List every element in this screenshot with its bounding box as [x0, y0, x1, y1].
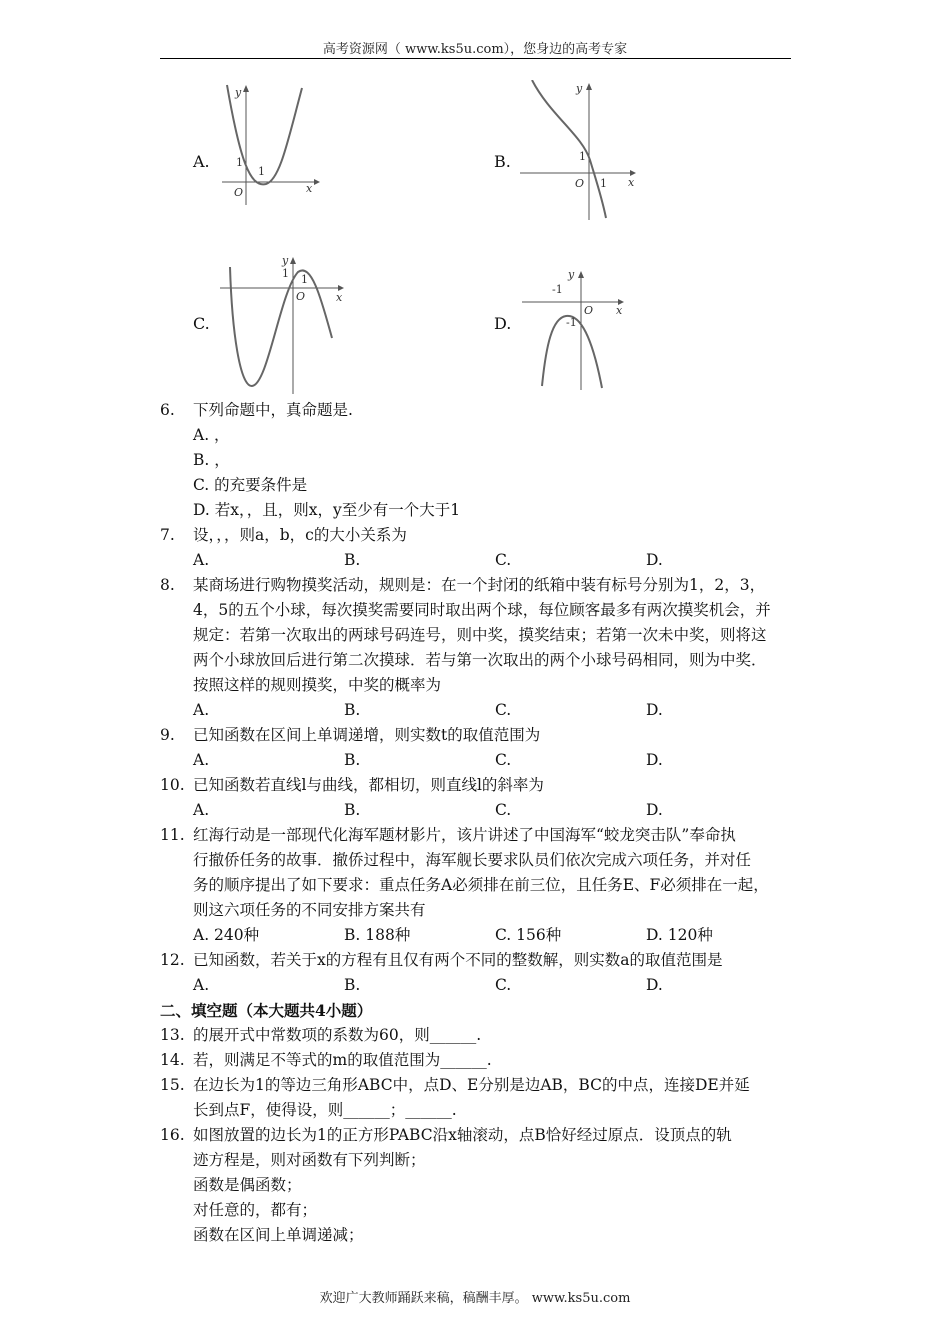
graph-c-curve — [230, 267, 332, 386]
q6-option-b: B. ， — [193, 451, 230, 469]
graph-a-x-label: x — [306, 182, 313, 195]
question-stem: 已知函数若直线l与曲线，都相切，则直线l的斜率为 — [193, 776, 544, 794]
question-stem: 若，则满足不等式的m的取值范围为______. — [193, 1051, 492, 1069]
q6-option-a: A. ， — [193, 426, 230, 444]
q9-option-b: B. — [344, 751, 361, 769]
q12-option-c: C. — [495, 976, 512, 994]
question-stem-line: 某商场进行购物摸奖活动，规则是：在一个封闭的纸箱中装有标号分别为1，2，3， — [193, 576, 766, 594]
graph-c-y-label: y — [282, 254, 289, 267]
q11-option-d: D. 120种 — [646, 926, 713, 944]
graph-d-tick-y: -1 — [566, 316, 577, 329]
section-heading-fill-in: 二、填空题（本大题共4小题） — [160, 1001, 373, 1020]
graph-c-y-arrow — [290, 257, 296, 264]
question-stem-line: 对任意的，都有； — [193, 1201, 318, 1219]
graph-c-label: C. — [193, 314, 210, 333]
q11-option-a: A. 240种 — [193, 926, 260, 944]
q10-option-d: D. — [646, 801, 663, 819]
question-number: 13. — [160, 1026, 185, 1044]
q9-option-c: C. — [495, 751, 512, 769]
question-number: 11. — [160, 826, 185, 844]
question-number: 10. — [160, 776, 185, 794]
q12-option-a: A. — [193, 976, 210, 994]
graph-d-x-label: x — [616, 304, 623, 317]
question-stem-line: 按照这样的规则摸奖，中奖的概率为 — [193, 676, 442, 694]
graph-a — [222, 80, 322, 205]
question-stem: 下列命题中，真命题是. — [193, 401, 353, 419]
graph-a-y-arrow — [243, 85, 249, 92]
graph-d-tick-x: -1 — [552, 283, 563, 296]
graph-d-y-arrow — [578, 271, 584, 278]
question-stem: 的展开式中常数项的系数为60，则______. — [193, 1026, 482, 1044]
page-header: 高考资源网（ www.ks5u.com），您身边的高考专家 — [322, 42, 628, 57]
q10-option-b: B. — [344, 801, 361, 819]
graph-d-plot — [522, 266, 632, 390]
q7-option-d: D. — [646, 551, 663, 569]
question-stem-line: 函数是偶函数； — [193, 1176, 302, 1194]
graph-c-tick-x: 1 — [301, 273, 308, 286]
graph-a-origin: O — [234, 186, 244, 199]
q8-option-c: C. — [495, 701, 512, 719]
graph-b-tick-y: 1 — [579, 150, 586, 163]
q12-option-b: B. — [344, 976, 361, 994]
graph-d-y-label: y — [568, 268, 575, 281]
q8-option-a: A. — [193, 701, 210, 719]
q6-option-c: C. 的充要条件是 — [193, 476, 308, 494]
graph-b-y-label: y — [576, 82, 583, 95]
graph-c — [220, 252, 350, 394]
question-number: 12. — [160, 951, 185, 969]
question-stem-line: 4，5的五个小球，每次摸奖需要同时取出两个球，每位顾客最多有两次摸奖机会，并 — [193, 601, 771, 619]
q7-option-c: C. — [495, 551, 512, 569]
question-stem-line: 两个小球放回后进行第二次摸球．若与第一次取出的两个小球号码相同，则为中奖． — [193, 651, 767, 669]
question-stem: 已知函数，若关于x的方程有且仅有两个不同的整数解，则实数a的取值范围是 — [193, 951, 723, 969]
question-stem-line: 长到点F，使得设，则______；______. — [193, 1101, 457, 1119]
question-number: 7. — [160, 526, 175, 544]
question-stem-line: 红海行动是一部现代化海军题材影片，该片讲述了中国海军“蛟龙突击队”奉命执 — [193, 826, 736, 844]
question-number: 16. — [160, 1126, 185, 1144]
graph-b-y-arrow — [586, 83, 592, 90]
graph-c-tick-y: 1 — [282, 267, 289, 280]
question-stem: 设，，，则a，b，c的大小关系为 — [193, 526, 407, 544]
q12-option-d: D. — [646, 976, 663, 994]
graph-a-x-arrow — [314, 179, 320, 185]
q9-option-d: D. — [646, 751, 663, 769]
q8-option-b: B. — [344, 701, 361, 719]
question-number: 15. — [160, 1076, 185, 1094]
q9-option-a: A. — [193, 751, 210, 769]
question-stem-line: 行撤侨任务的故事．撤侨过程中，海军舰长要求队员们依次完成六项任务，并对任 — [193, 851, 752, 869]
graph-b-plot — [520, 80, 640, 220]
graph-b-label: B. — [494, 152, 511, 171]
graph-d-label: D. — [494, 314, 512, 333]
question-number: 9. — [160, 726, 175, 744]
question-stem-line: 则这六项任务的不同安排方案共有 — [193, 901, 426, 919]
question-number: 6. — [160, 401, 175, 419]
q7-option-b: B. — [344, 551, 361, 569]
q10-option-c: C. — [495, 801, 512, 819]
question-stem-line: 在边长为1的等边三角形ABC中，点D、E分别是边AB，BC的中点，连接DE并延 — [193, 1076, 750, 1094]
graph-d — [522, 266, 632, 390]
graph-b-tick-x: 1 — [600, 177, 607, 190]
page-footer: 欢迎广大教师踊跃来稿，稿酬丰厚。 www.ks5u.com — [319, 1291, 631, 1306]
graph-a-y-label: y — [235, 86, 242, 99]
question-stem-line: 迹方程是，则对函数有下列判断； — [193, 1151, 426, 1169]
graph-b — [520, 80, 640, 220]
q6-option-d: D. 若x，，且，则x，y至少有一个大于1 — [193, 501, 461, 519]
graph-c-plot — [220, 252, 350, 394]
q11-option-c: C. 156种 — [495, 926, 562, 944]
question-stem: 已知函数在区间上单调递增，则实数t的取值范围为 — [193, 726, 541, 744]
question-stem-line: 函数在区间上单调递减； — [193, 1226, 364, 1244]
q8-option-d: D. — [646, 701, 663, 719]
q11-option-b: B. 188种 — [344, 926, 411, 944]
graph-a-tick-x: 1 — [258, 165, 265, 178]
question-stem-line: 规定：若第一次取出的两球号码连号，则中奖，摸奖结束；若第一次未中奖，则将这 — [193, 626, 767, 644]
q7-option-a: A. — [193, 551, 210, 569]
graph-c-x-label: x — [336, 291, 343, 304]
q10-option-a: A. — [193, 801, 210, 819]
graph-a-label: A. — [193, 152, 210, 171]
graph-b-origin: O — [575, 177, 585, 190]
question-number: 8. — [160, 576, 175, 594]
question-stem-line: 如图放置的边长为1的正方形PABC沿x轴滚动，点B恰好经过原点．设顶点的轨 — [193, 1126, 732, 1144]
question-stem-line: 务的顺序提出了如下要求：重点任务A必须排在前三位，且任务E、F必须排在一起， — [193, 876, 769, 894]
graph-b-x-label: x — [628, 176, 635, 189]
graph-b-curve — [532, 80, 606, 218]
question-number: 14. — [160, 1051, 185, 1069]
header-divider — [160, 58, 791, 59]
graph-a-plot — [222, 80, 322, 205]
graph-c-origin: O — [296, 290, 306, 303]
graph-a-tick-y: 1 — [236, 156, 243, 169]
graph-d-origin: O — [584, 304, 594, 317]
